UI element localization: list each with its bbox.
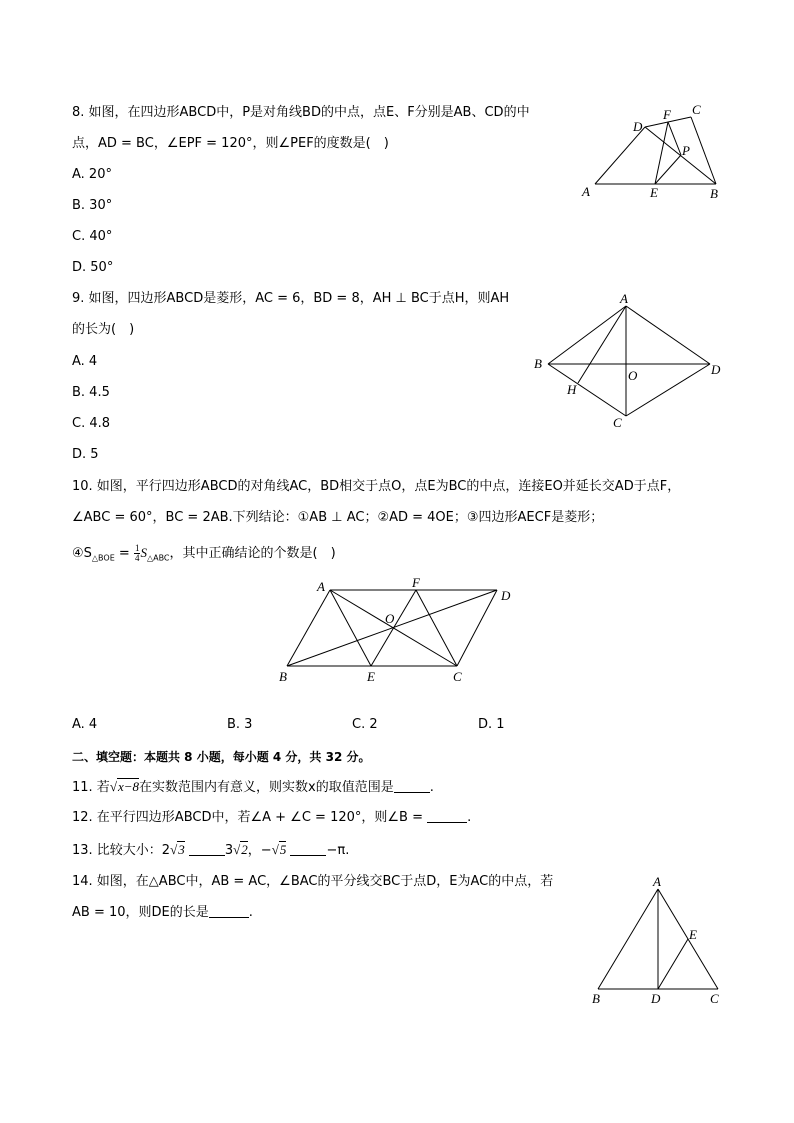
q9-label-o: O <box>628 368 638 383</box>
q12-answer-blank[interactable] <box>427 810 467 823</box>
q10-figure <box>275 574 525 686</box>
q13-prefix: 13. 比较大小：2 <box>72 843 171 858</box>
q10-label-e: E <box>367 669 375 684</box>
q12-text: 12. 在平行四边形ABCD中，若∠A + ∠C = 120°，则∠B = <box>72 810 428 825</box>
q13-mid3: −π <box>326 843 346 858</box>
q8-option-a: A. 20° <box>72 167 112 182</box>
q8-option-c: C. 40° <box>72 229 113 244</box>
q9-label-b: B <box>534 356 542 371</box>
q14-end: . <box>248 905 253 920</box>
q9-option-c: C. 4.8 <box>72 416 111 431</box>
q11-prefix: 11. 若 <box>72 780 110 795</box>
q11-answer-blank[interactable] <box>394 780 430 793</box>
q10-frac-num: 1 <box>134 543 140 553</box>
q11-stem: 11. 若√x−8在实数范围内有意义，则实数x的取值范围是 . <box>72 779 434 795</box>
q13-end: . <box>345 843 350 858</box>
q14-label-a: A <box>653 874 661 889</box>
q9-stem-line1: 9. 如图，四边形ABCD是菱形，AC = 6，BD = 8，AH ⊥ BC于点H，则AH <box>72 291 510 306</box>
q11-end: . <box>429 780 434 795</box>
q10-frac-den: 4 <box>134 553 140 563</box>
q8-label-p: P <box>682 143 690 158</box>
q14-stem-line1: 14. 如图，在△ABC中，AB = AC，∠BAC的平分线交BC于点D，E为AC的中点，若 <box>72 874 554 889</box>
q14-answer-blank[interactable] <box>209 905 249 918</box>
q13-mid1: 3 <box>224 843 234 858</box>
q8-stem-line2: 点，AD = BC，∠EPF = 120°，则∠PEF的度数是( ) <box>72 136 389 151</box>
q10-label-b: B <box>279 669 287 684</box>
q10-stem-line3 <box>72 544 336 568</box>
q13-radicand-2: 2 <box>241 842 248 857</box>
q9-stem-line2: 的长为( ) <box>72 322 135 337</box>
q9-figure <box>530 288 730 433</box>
q10-stem-line2: ∠ABC = 60°，BC = 2AB.下列结论：①AB ⊥ AC；②AD = 4OE；③四边形AECF是菱形； <box>72 510 604 525</box>
q11-radicand: x−8 <box>117 779 139 794</box>
q9-label-h: H <box>567 382 577 397</box>
q13-radicand-3: 5 <box>279 842 287 857</box>
q8-stem-line1: 8. 如图，在四边形ABCD中，P是对角线BD的中点，点E、F分别是AB、CD的中 <box>72 105 530 120</box>
q14-label-c: C <box>710 991 719 1006</box>
q10-label-f: F <box>412 575 420 590</box>
q10-option-a: A. 4 <box>72 717 98 732</box>
q14-line2-text: AB = 10，则DE的长是 <box>72 905 209 920</box>
q10-option-b: B. 3 <box>227 717 253 732</box>
q9-option-b: B. 4.5 <box>72 385 110 400</box>
q12-stem <box>72 809 471 827</box>
q13-stem: 13. 比较大小：2√3 3√2，−√5 −π. <box>72 842 350 858</box>
q8-label-f: F <box>663 107 671 122</box>
q13-radicand-1: 3 <box>178 842 185 857</box>
q12-end: . <box>467 810 472 825</box>
q10-stem-line1: 10. 如图，平行四边形ABCD的对角线AC，BD相交于点O，点E为BC的中点，连接EO并延长交AD于点F， <box>72 479 681 494</box>
q8-option-d: D. 50° <box>72 260 114 275</box>
q14-label-e: E <box>689 927 697 942</box>
q8-label-b: B <box>710 186 718 201</box>
q8-figure <box>578 100 728 205</box>
q10-option-c: C. 2 <box>352 717 378 732</box>
section-2-heading: 二、填空题：本题共 8 小题，每小题 4 分，共 32 分。 <box>72 750 371 764</box>
q10-option-d: D. 1 <box>478 717 505 732</box>
q13-answer-blank-2[interactable] <box>290 843 326 856</box>
q10-sub1: △BOE <box>91 553 115 563</box>
q10-label-o: O <box>385 611 395 626</box>
q9-label-c: C <box>613 415 622 430</box>
q8-label-e: E <box>650 185 658 200</box>
q14-label-b: B <box>592 991 600 1006</box>
q14-figure <box>586 872 726 1012</box>
q10-label-d: D <box>501 588 511 603</box>
q8-option-b: B. 30° <box>72 198 113 213</box>
q13-answer-blank-1[interactable] <box>189 843 225 856</box>
q10-label-a: A <box>317 579 325 594</box>
q10-eq: = <box>114 546 134 561</box>
q13-mid2: ，− <box>247 843 272 858</box>
q10-s2: S <box>140 545 147 560</box>
q8-label-c: C <box>692 102 701 117</box>
q14-label-d: D <box>651 991 661 1006</box>
q10-suffix: ，其中正确结论的个数是( ) <box>169 546 336 561</box>
q9-option-a: A. 4 <box>72 354 98 369</box>
q10-label-c: C <box>453 669 462 684</box>
q10-sub2: △ABC <box>146 553 170 563</box>
q9-label-a: A <box>620 291 628 306</box>
q14-stem-line2 <box>72 904 253 922</box>
q8-label-a: A <box>582 184 590 199</box>
q8-label-d: D <box>633 119 643 134</box>
q10-s-prefix: ④S <box>72 546 92 561</box>
q9-option-d: D. 5 <box>72 447 99 462</box>
q11-suffix: 在实数范围内有意义，则实数x的取值范围是 <box>139 780 394 795</box>
q9-label-d: D <box>711 362 721 377</box>
